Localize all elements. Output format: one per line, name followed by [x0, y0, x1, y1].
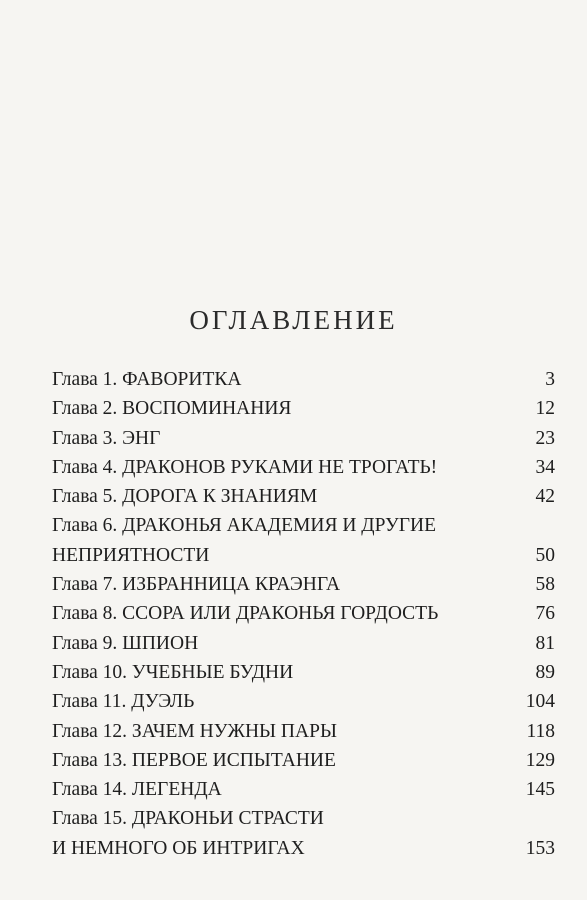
- toc-entry-page-number: 104: [525, 691, 555, 713]
- toc-entry-page-number: 12: [535, 398, 555, 420]
- toc-entry: [52, 365, 555, 394]
- dot-leader: [227, 780, 520, 794]
- toc-entry-page-number: 145: [525, 779, 555, 801]
- toc-entry-line: [52, 599, 555, 628]
- toc-entry: [52, 511, 555, 570]
- toc-entry-page-number: 3: [545, 369, 555, 390]
- toc-entry-line: [52, 746, 555, 775]
- toc-entry-line: [52, 511, 555, 540]
- toc-entry: [52, 482, 555, 511]
- toc-entry-title: Глава 14. ЛЕГЕНДА: [52, 779, 222, 801]
- dot-leader: [214, 546, 529, 560]
- toc-entry: [52, 658, 555, 687]
- toc-title: ОГЛАВЛЕНИЕ: [189, 305, 398, 335]
- toc-entry-page-number: 42: [535, 486, 555, 508]
- toc-entry-line: [52, 834, 555, 863]
- toc-entry-title: Глава 7. ИЗБРАННИЦА КРАЭНГА: [52, 574, 341, 596]
- dot-leader: [165, 429, 529, 443]
- toc-entry: [52, 629, 555, 658]
- toc-entry-page-number: 153: [525, 837, 555, 859]
- toc-entry-title: Глава 5. ДОРОГА К ЗНАНИЯМ: [52, 486, 318, 508]
- dot-leader: [203, 634, 529, 648]
- toc-entry-title: Глава 10. УЧЕБНЫЕ БУДНИ: [52, 661, 294, 683]
- toc-entry-title: Глава 1. ФАВОРИТКА: [52, 369, 242, 390]
- toc-entry: [52, 394, 555, 423]
- dot-leader: [298, 663, 529, 677]
- toc-entry: [52, 687, 555, 716]
- toc-entry-page-number: 89: [535, 661, 555, 683]
- toc-entry-line: [52, 424, 555, 453]
- toc-entry: [52, 424, 555, 453]
- toc-entry: [52, 746, 555, 775]
- dot-leader: [246, 370, 539, 384]
- toc-entry-line: [52, 775, 555, 804]
- toc-entry-line: [52, 804, 555, 833]
- dot-leader: [199, 692, 519, 706]
- toc-entry-title: Глава 12. ЗАЧЕМ НУЖНЫ ПАРЫ: [52, 720, 337, 742]
- toc-entry-page-number: 129: [525, 749, 555, 771]
- toc-entry: [52, 775, 555, 804]
- toc-entry-line: [52, 717, 555, 746]
- toc-entry-page-number: 118: [526, 720, 555, 742]
- toc-entry-line: [52, 658, 555, 687]
- toc-entry-line: [52, 541, 555, 570]
- toc-entry-page-number: 34: [535, 456, 555, 478]
- toc-entry-title: И НЕМНОГО ОБ ИНТРИГАХ: [52, 837, 305, 859]
- toc-entry-line: [52, 453, 555, 482]
- dot-leader: [341, 751, 520, 765]
- toc-entry-title: НЕПРИЯТНОСТИ: [52, 544, 210, 566]
- toc-entry-line: [52, 365, 555, 394]
- toc-entry-line: [52, 687, 555, 716]
- toc-entry-title: Глава 13. ПЕРВОЕ ИСПЫТАНИЕ: [52, 749, 336, 771]
- toc-entry-line: [52, 629, 555, 658]
- dot-leader: [345, 575, 529, 589]
- toc-entry-page-number: 81: [535, 632, 555, 654]
- toc-entry-page-number: 50: [535, 544, 555, 566]
- toc-entry-line: [52, 482, 555, 511]
- toc-entry: [52, 453, 555, 482]
- dot-leader: [443, 604, 529, 618]
- dot-leader: [442, 458, 529, 472]
- toc-entry-title: Глава 4. ДРАКОНОВ РУКАМИ НЕ ТРОГАТЬ!: [52, 456, 438, 478]
- toc-entry-title: Глава 15. ДРАКОНЬИ СТРАСТИ: [52, 808, 324, 830]
- toc-entry-title: Глава 9. ШПИОН: [52, 632, 199, 654]
- dot-leader: [322, 487, 529, 501]
- toc-entry-title: Глава 6. ДРАКОНЬЯ АКАДЕМИЯ И ДРУГИЕ: [52, 515, 437, 537]
- dot-leader: [310, 839, 520, 853]
- toc-entry-page-number: 23: [535, 427, 555, 449]
- toc-entry-title: Глава 11. ДУЭЛЬ: [52, 691, 195, 713]
- toc-entry-title: Глава 3. ЭНГ: [52, 427, 161, 449]
- dot-leader: [296, 399, 529, 413]
- toc-entry: [52, 570, 555, 599]
- toc-entry-line: [52, 570, 555, 599]
- dot-leader: [342, 722, 521, 736]
- toc-entry-line: [52, 394, 555, 423]
- toc-entry: [52, 804, 555, 863]
- toc-entry: [52, 599, 555, 628]
- toc-list: [52, 365, 555, 863]
- toc-entry-title: Глава 2. ВОСПОМИНАНИЯ: [52, 398, 292, 420]
- toc-entry-page-number: 76: [535, 603, 555, 625]
- toc-entry-page-number: 58: [535, 574, 555, 596]
- toc-entry: [52, 717, 555, 746]
- toc-entry-title: Глава 8. ССОРА ИЛИ ДРАКОНЬЯ ГОРДОСТЬ: [52, 603, 439, 625]
